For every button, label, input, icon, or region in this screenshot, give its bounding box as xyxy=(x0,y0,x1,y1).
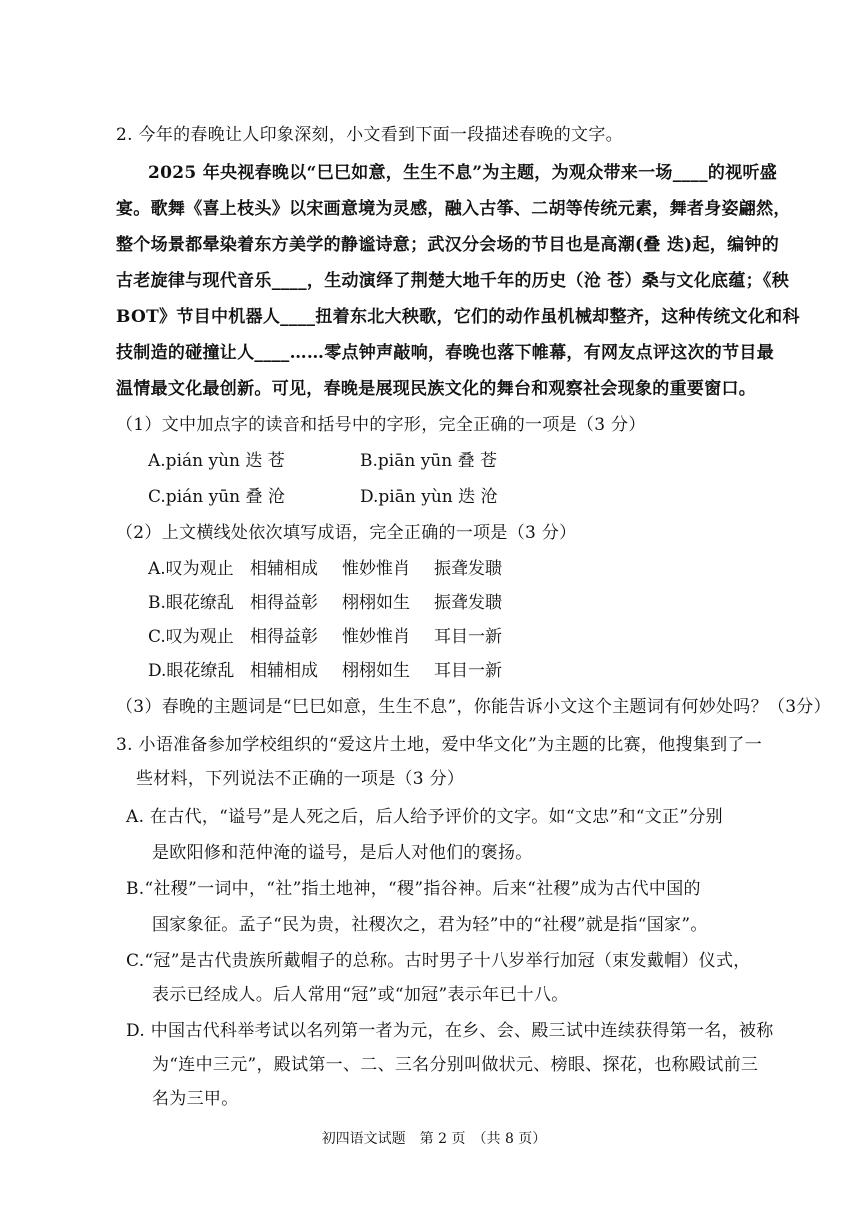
option-idiom: 惟妙惟肖 xyxy=(342,559,410,579)
option-idiom: 振聋发聩 xyxy=(434,593,502,613)
q2-passage-line-6: 技制造的碰撞让人____……零点钟声敲响，春晚也落下帷幕，有网友点评这次的节目最 xyxy=(116,343,774,363)
option-idiom: 相得益彰 xyxy=(250,627,318,647)
q2-passage-line-2: 宴。歌舞《喜上枝头》以宋画意境为灵感，融入古筝、二胡等传统元素，舞者身姿翩然， xyxy=(116,199,791,219)
option-idiom: 惟妙惟肖 xyxy=(342,627,410,647)
q2-sub1-stem: （1）文中加点字的读音和括号中的字形，完全正确的一项是（3 分） xyxy=(116,415,646,435)
option-idiom: 耳目一新 xyxy=(434,627,502,647)
page-footer: 初四语文试题 第 2 页 （共 8 页） xyxy=(321,1131,547,1147)
q3-option-a-line-1: A. 在古代，“谥号”是人死之后，后人给予评价的文字。如“文忠”和“文正”分别 xyxy=(126,807,723,827)
option-idiom: D.眼花缭乱 xyxy=(148,661,235,681)
option-idiom: A.叹为观止 xyxy=(148,559,234,579)
option-idiom: 相辅相成 xyxy=(250,559,318,579)
q2-stem: 2. 今年的春晚让人印象深刻，小文看到下面一段描述春晚的文字。 xyxy=(116,125,623,145)
q3-option-d-line-3: 名为三甲。 xyxy=(152,1089,239,1109)
q2-passage-line-1: 2025 年央视春晚以“巳巳如意，生生不息”为主题，为观众带来一场____的视听盛 xyxy=(148,163,778,183)
option-idiom: B.眼花缭乱 xyxy=(148,593,234,613)
option-idiom: 振聋发聩 xyxy=(434,559,502,579)
q3-stem-line-2: 些材料，下列说法不正确的一项是（3 分） xyxy=(136,769,465,789)
q2-passage-line-5: BOT》节目中机器人____扭着东北大秧歌，它们的动作虽机械却整齐，这种传统文化和科 xyxy=(116,307,800,327)
q3-option-c-line-1: C.“冠”是古代贵族所戴帽子的总称。古时男子十八岁举行加冠（束发戴帽）仪式， xyxy=(126,951,751,971)
q3-option-b-line-2: 国家象征。孟子“民为贵，社稷次之，君为轻”中的“社稷”就是指“国家”。 xyxy=(152,915,708,935)
option-idiom: 耳目一新 xyxy=(434,661,502,681)
q2-sub1-option-b: B.piān yūn 叠 苍 xyxy=(360,451,498,471)
q2-sub1-option-c: C.pián yūn 叠 沧 xyxy=(148,487,285,507)
q3-option-c-line-2: 表示已经成人。后人常用“冠”或“加冠”表示年已十八。 xyxy=(152,985,569,1005)
q2-sub1-option-d: D.piān yùn 迭 沧 xyxy=(360,487,498,507)
option-idiom: 相辅相成 xyxy=(250,661,318,681)
q2-sub2-stem: （2）上文横线处依次填写成语，完全正确的一项是（3 分） xyxy=(116,523,577,543)
option-idiom: C.叹为观止 xyxy=(148,627,234,647)
q3-option-d-line-2: 为“连中三元”，殿试第一、二、三名分别叫做状元、榜眼、探花，也称殿试前三 xyxy=(152,1055,759,1075)
q2-passage-line-4: 古老旋律与现代音乐____，生动演绎了荆楚大地千年的历史（沧 苍）桑与文化底蕴；《秧 xyxy=(116,271,790,291)
q2-sub3: （3）春晚的主题词是“巳巳如意，生生不息”，你能告诉小文这个主题词有何妙处吗？（3分） xyxy=(116,697,831,717)
q2-passage-line-7: 温情最文化最创新。可见，春晚是展现民族文化的舞台和观察社会现象的重要窗口。 xyxy=(116,379,757,399)
q2-passage-line-3: 整个场景都晕染着东方美学的静谧诗意；武汉分会场的节目也是高潮(叠 迭)起，编钟的 xyxy=(116,235,780,255)
q3-option-b-line-1: B.“社稷”一词中，“社”指土地神，“稷”指谷神。后来“社稷”成为古代中国的 xyxy=(126,879,701,899)
q3-option-d-line-1: D. 中国古代科举考试以名列第一者为元，在乡、会、殿三试中连续获得第一名，被称 xyxy=(126,1021,774,1041)
option-idiom: 栩栩如生 xyxy=(342,661,410,681)
option-idiom: 栩栩如生 xyxy=(342,593,410,613)
q3-option-a-line-2: 是欧阳修和范仲淹的谥号，是后人对他们的褒扬。 xyxy=(152,843,533,863)
option-idiom: 相得益彰 xyxy=(250,593,318,613)
q2-sub1-option-a: A.pián yùn 迭 苍 xyxy=(148,451,285,471)
q3-stem-line-1: 3. 小语准备参加学校组织的“爱这片土地，爱中华文化”为主题的比赛，他搜集到了一 xyxy=(116,735,763,755)
